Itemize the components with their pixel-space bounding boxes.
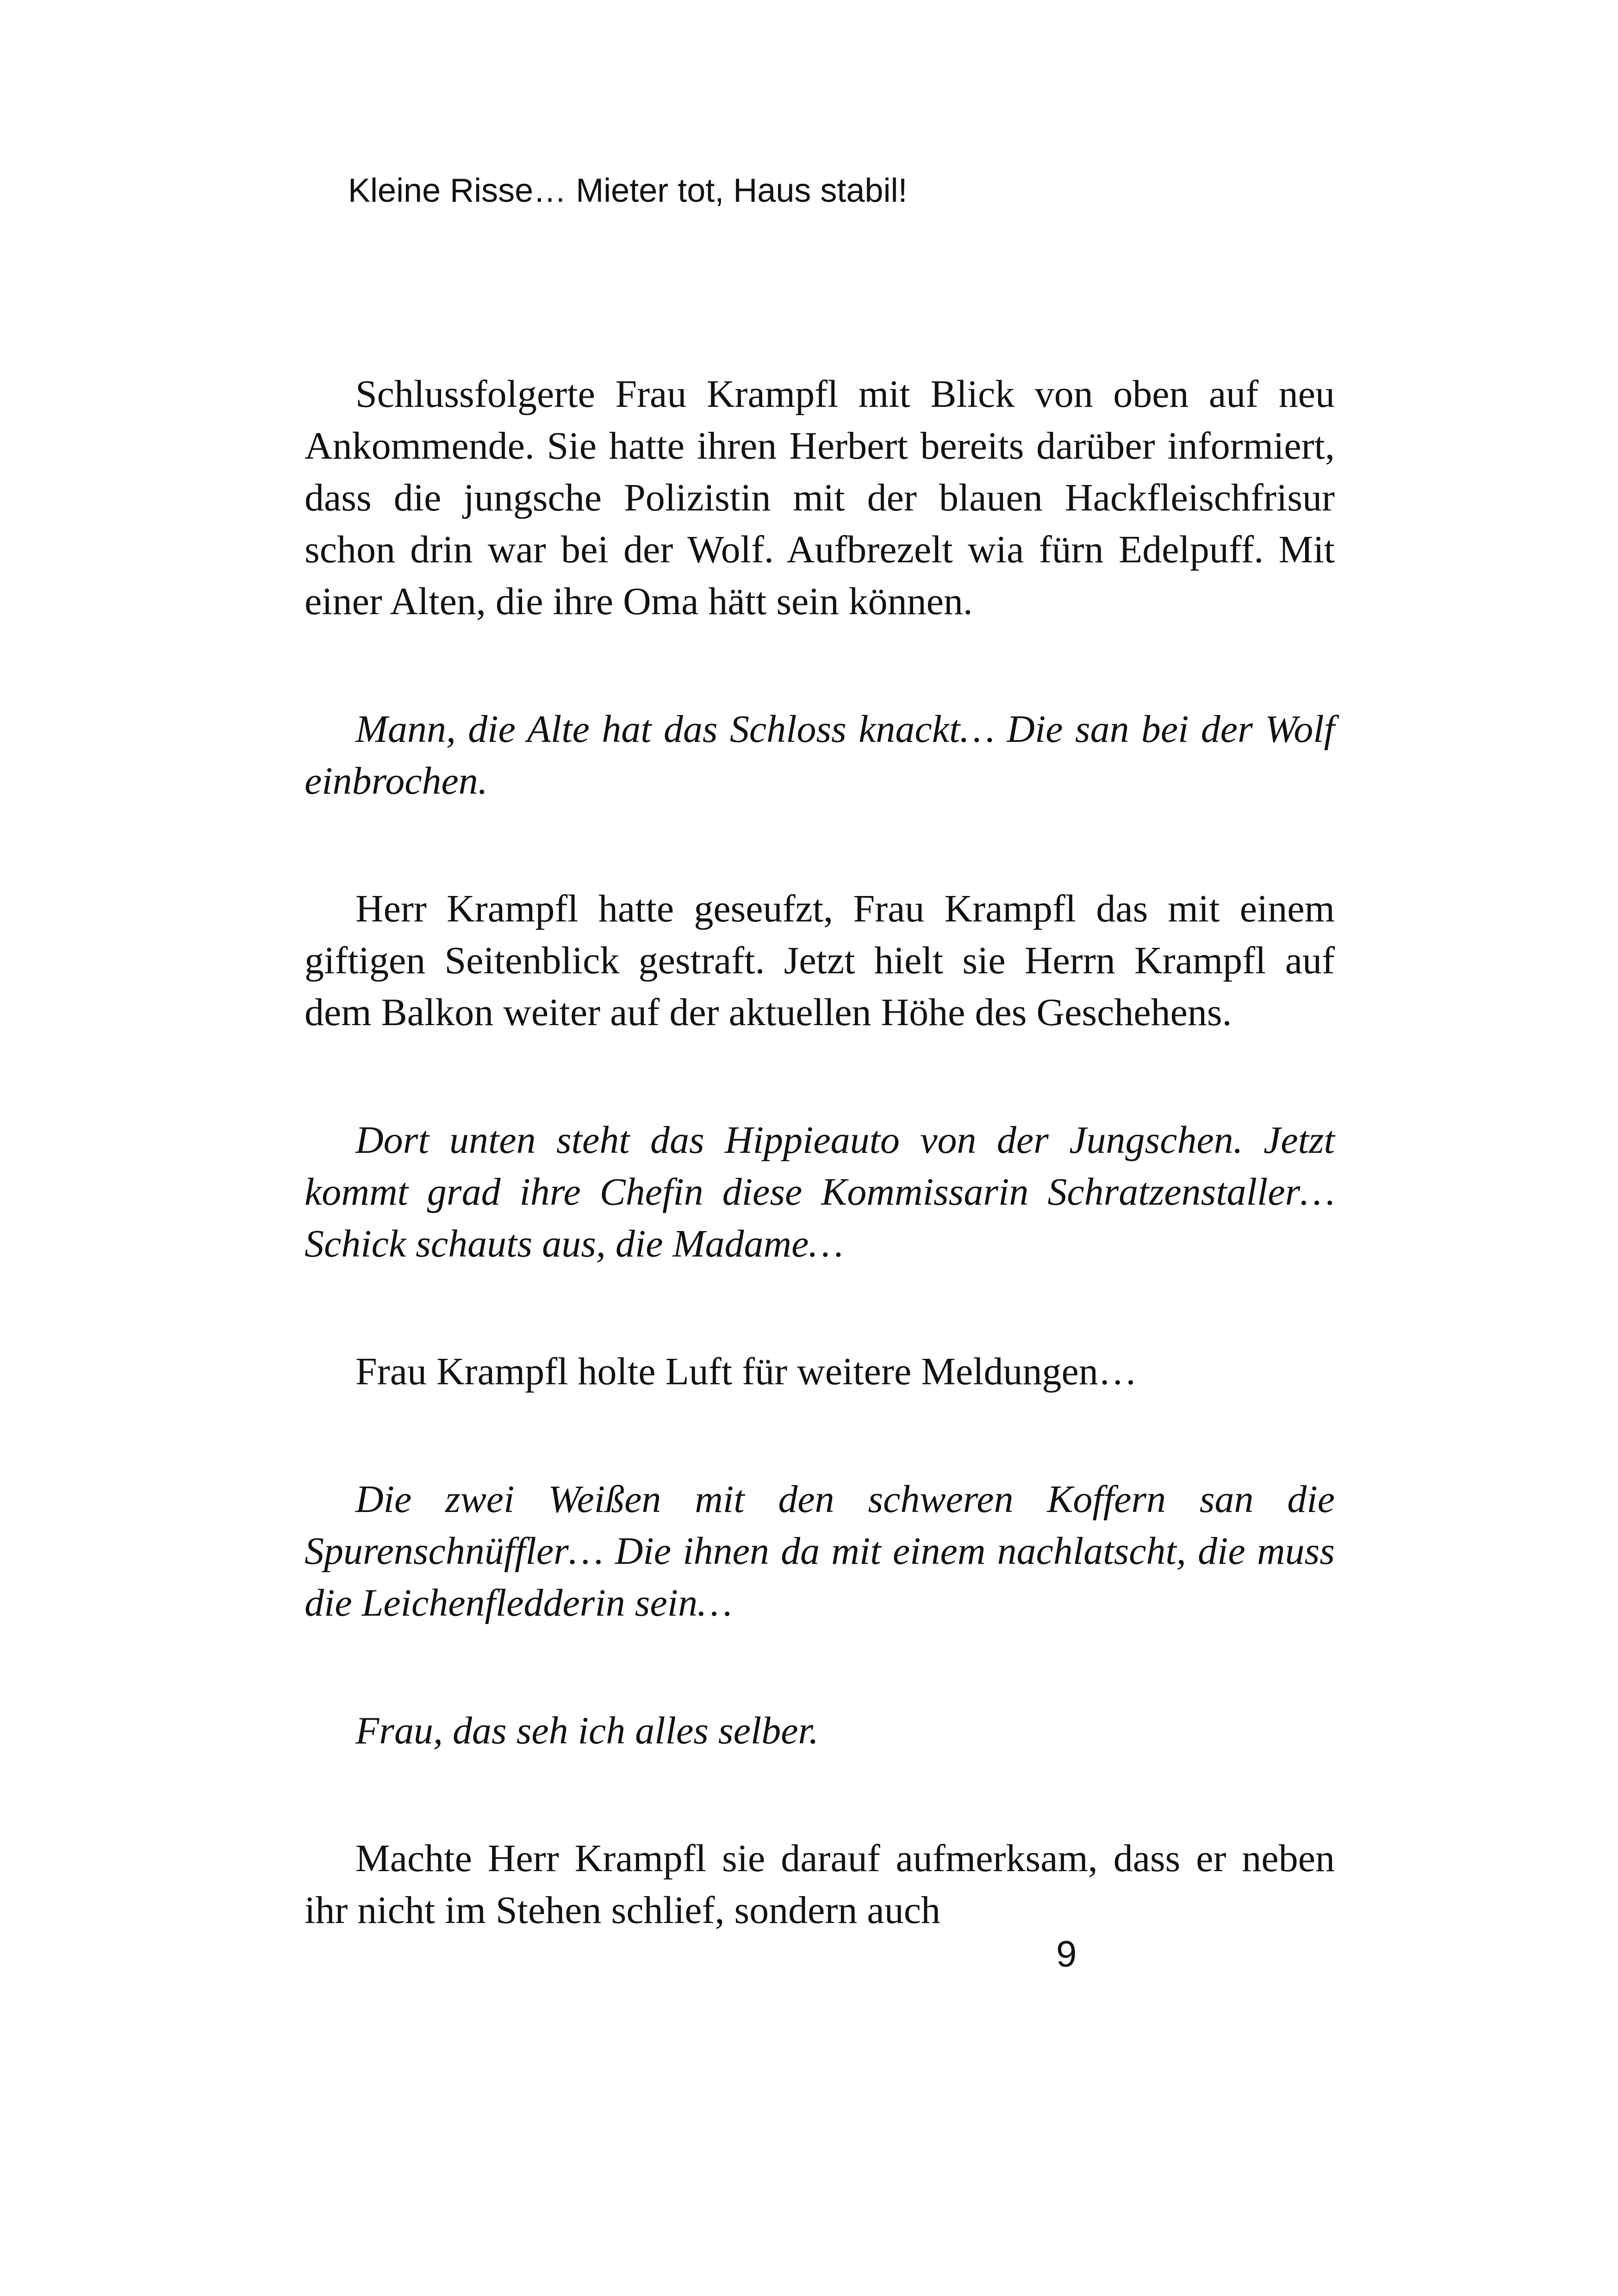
paragraph: Frau Krampfl holte Luft für weitere Meldungen… xyxy=(355,1350,1137,1393)
italic-paragraph: Mann, die Alte hat das Schloss knackt… Die san bei der Wolf einbrochen. xyxy=(305,708,1335,803)
italic-paragraph: Dort unten steht das Hippieauto von der Jungschen. Jetzt kommt grad ihre Chefin diese Kommissarin Schratzenstaller… Schick schauts aus, die Madame… xyxy=(305,1119,1335,1265)
paragraph: Machte Herr Krampfl sie darauf aufmerksam, dass er neben ihr nicht im Stehen schlief, sondern auch xyxy=(305,1837,1335,1932)
body-text xyxy=(305,368,1335,1936)
paragraph: Herr Krampfl hatte geseufzt, Frau Krampfl das mit einem giftigen Seitenblick gestraft. Jetzt hielt sie Herrn Krampfl auf dem Balkon weiter auf der aktuellen Höhe des Geschehens. xyxy=(305,887,1335,1034)
running-header: Kleine Risse… Mieter tot, Haus stabil! xyxy=(348,172,908,209)
page-number: 9 xyxy=(1056,1933,1077,1974)
paragraph: Schlussfolgerte Frau Krampfl mit Blick von oben auf neu Ankommende. Sie hatte ihren Herbert bereits darüber informiert, dass die jungsche Polizistin mit der blauen Hackfleischfrisur schon drin war bei der Wolf. Aufbrezelt wia fürn Edelpuff. Mit einer Alten, die ihre Oma hätt sein können. xyxy=(305,373,1335,623)
italic-paragraph: Frau, das seh ich alles selber. xyxy=(355,1709,819,1752)
italic-paragraph: Die zwei Weißen mit den schweren Koffern san die Spurenschnüffler… Die ihnen da mit einem nachlatscht, die muss die Leichenfledderin sein… xyxy=(305,1478,1335,1624)
